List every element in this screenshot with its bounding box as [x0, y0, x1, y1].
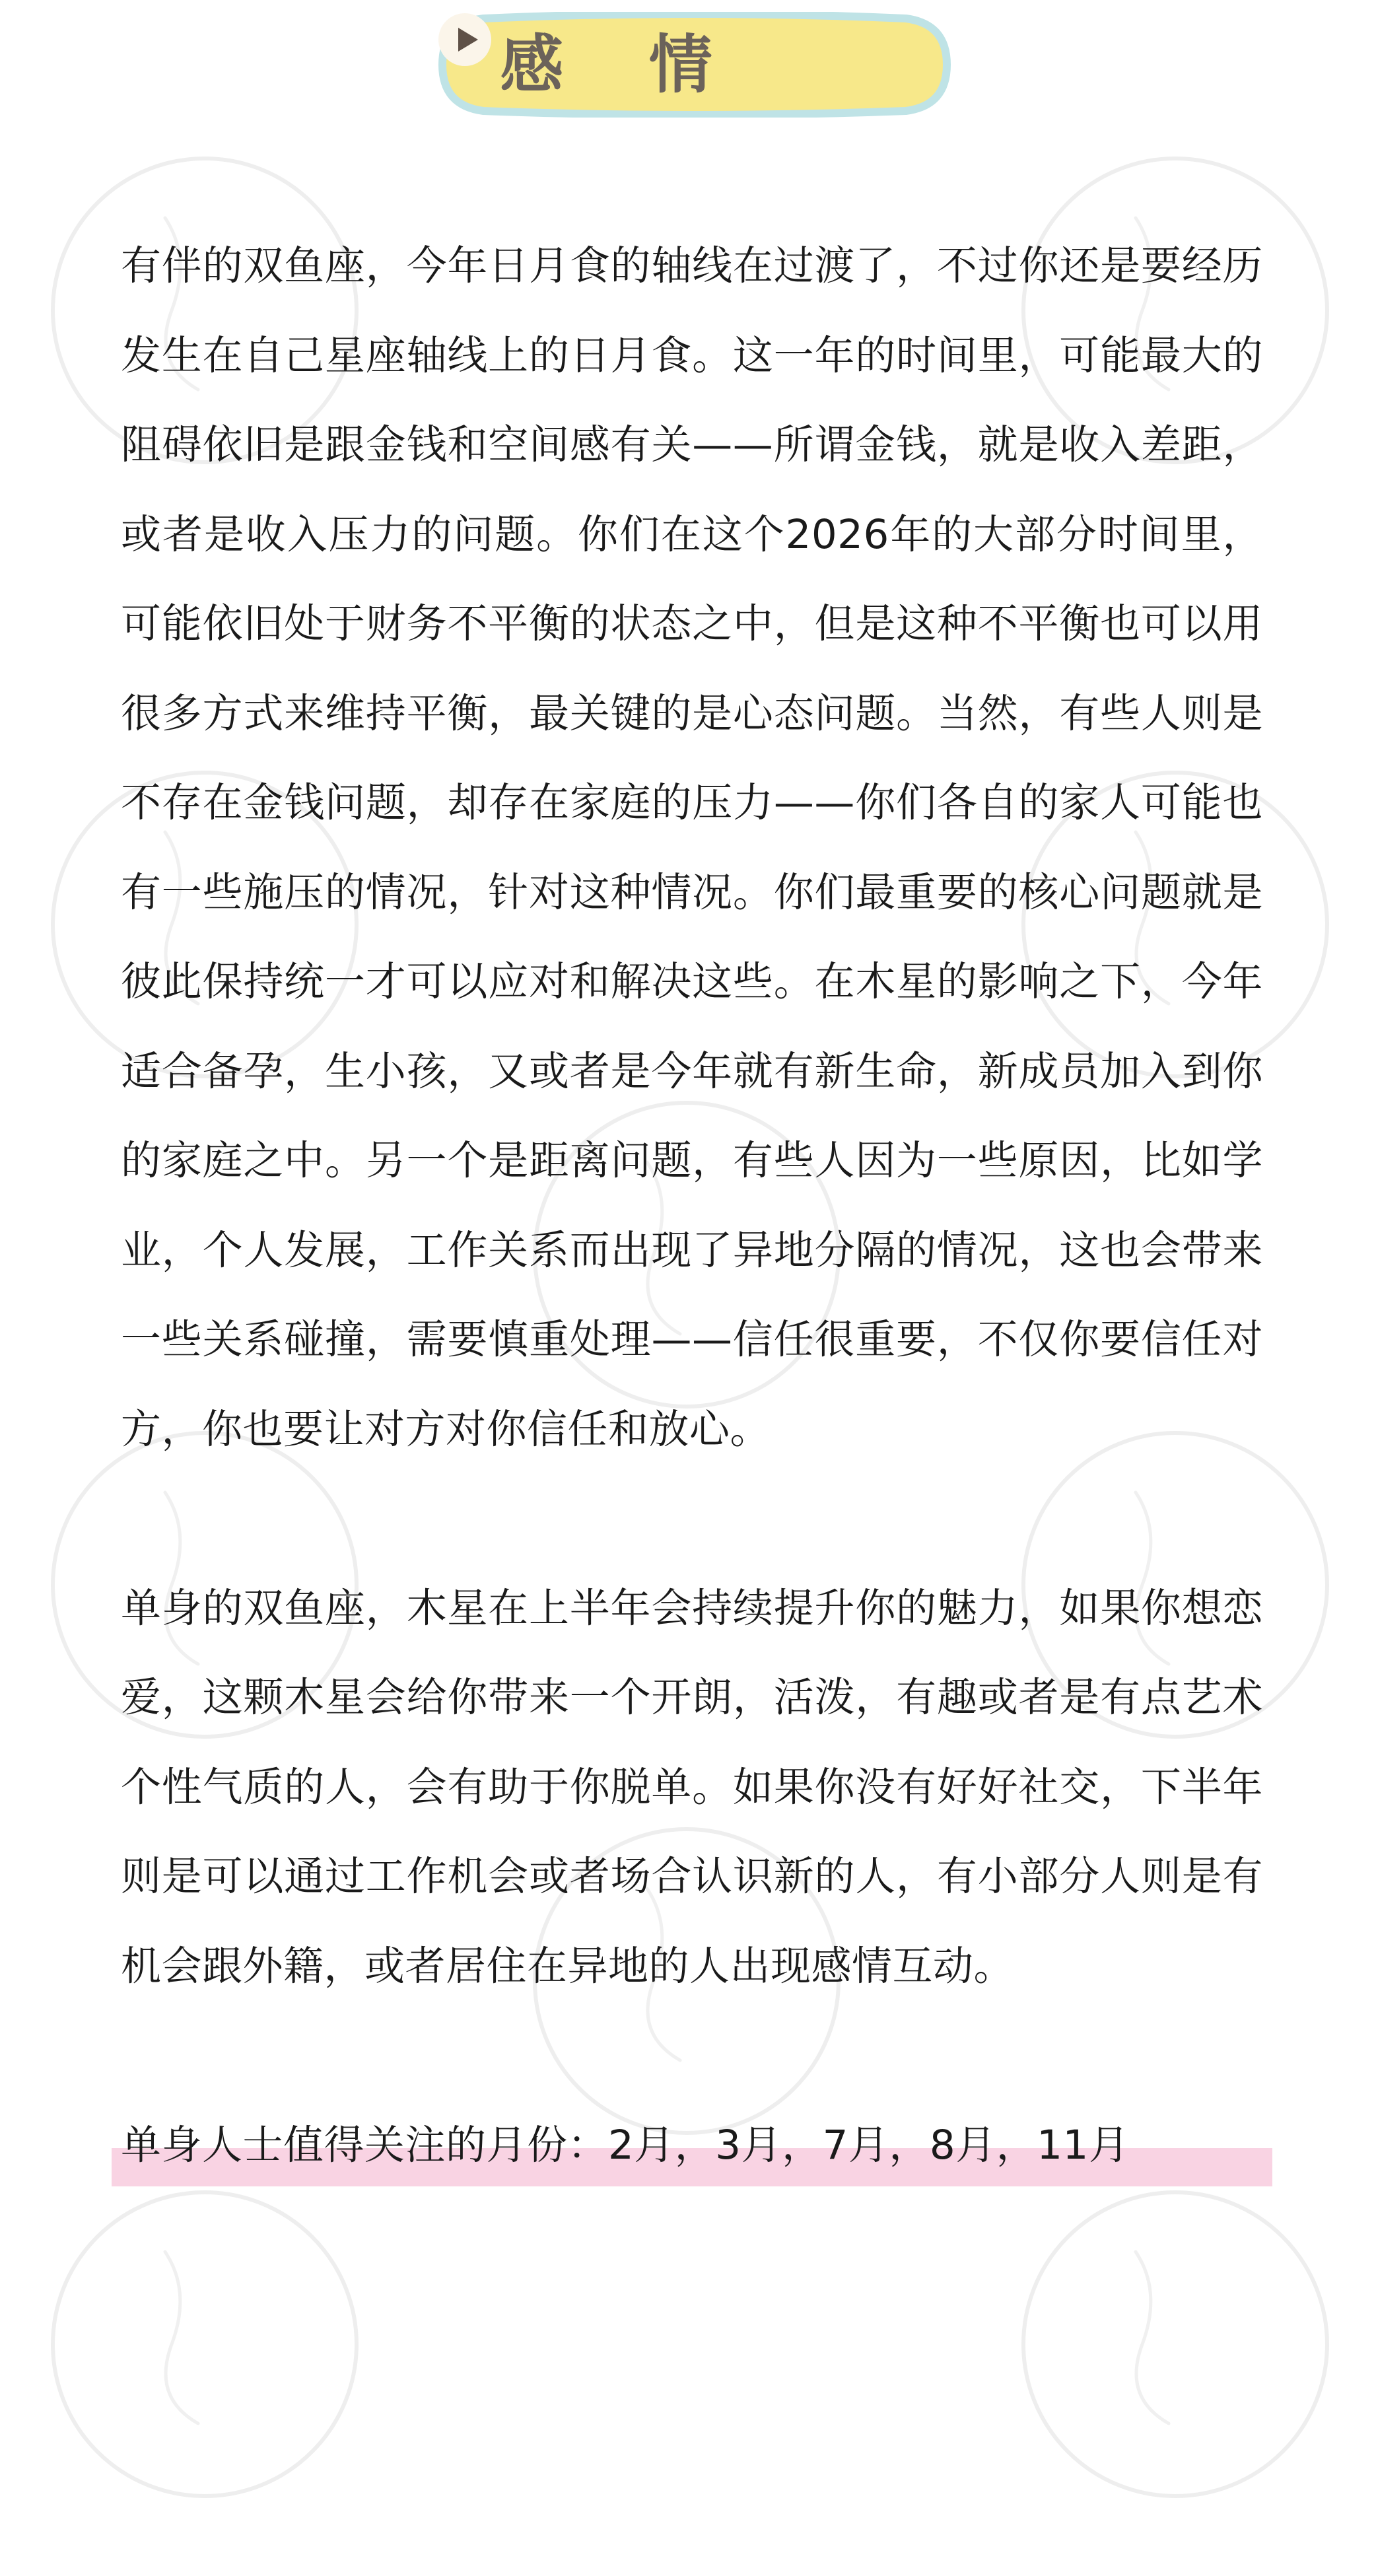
section-header — [437, 12, 952, 118]
article-body — [121, 221, 1263, 2190]
highlight-note — [121, 2101, 1263, 2190]
highlight-text: 单身人士值得关注的月份：2月，3月，7月，8月，11月 — [121, 2121, 1130, 2169]
play-circle-icon[interactable] — [437, 12, 493, 67]
paragraph-single: 单身的双鱼座，木星在上半年会持续提升你的魅力，如果你想恋爱，这颗木星会给你带来一个开朗，活泼，有趣或者是有点艺术个性气质的人，会有助于你脱单。如果你没有好好社交，下半年则是可以通过工作机会或者场合认识新的人，有小部分人则是有机会跟外籍，或者居住在异地的人出现感情互动。 — [121, 1584, 1263, 1990]
paragraph-partnered: 有伴的双鱼座，今年日月食的轴线在过渡了，不过你还是要经历发生在自己星座轴线上的日月食。这一年的时间里，可能最大的阻碍依旧是跟金钱和空间感有关——所谓金钱，就是收入差距，或者是收入压力的问题。你们在这个2026年的大部分时间里，可能依旧处于财务不平衡的状态之中，但是这种不平衡也可以用很多方式来维持平衡，最关键的是心态问题。当然，有些人则是不存在金钱问题，却存在家庭的压力——你们各自的家人可能也有一些施压的情况，针对这种情况。你们最重要的核心问题就是彼此保持统一才可以应对和解决这些。在木星的影响之下，今年适合备孕，生小孩，又或者是今年就有新生命，新成员加入到你的家庭之中。另一个是距离问题，有些人因为一些原因，比如学业，个人发展，工作关系而出现了异地分隔的情况，这也会带来一些关系碰撞，需要慎重处理——信任很重要，不仅你要信任对方，你也要让对方对你信任和放心。 — [121, 242, 1263, 1453]
section-title: 感 情 — [500, 28, 744, 102]
